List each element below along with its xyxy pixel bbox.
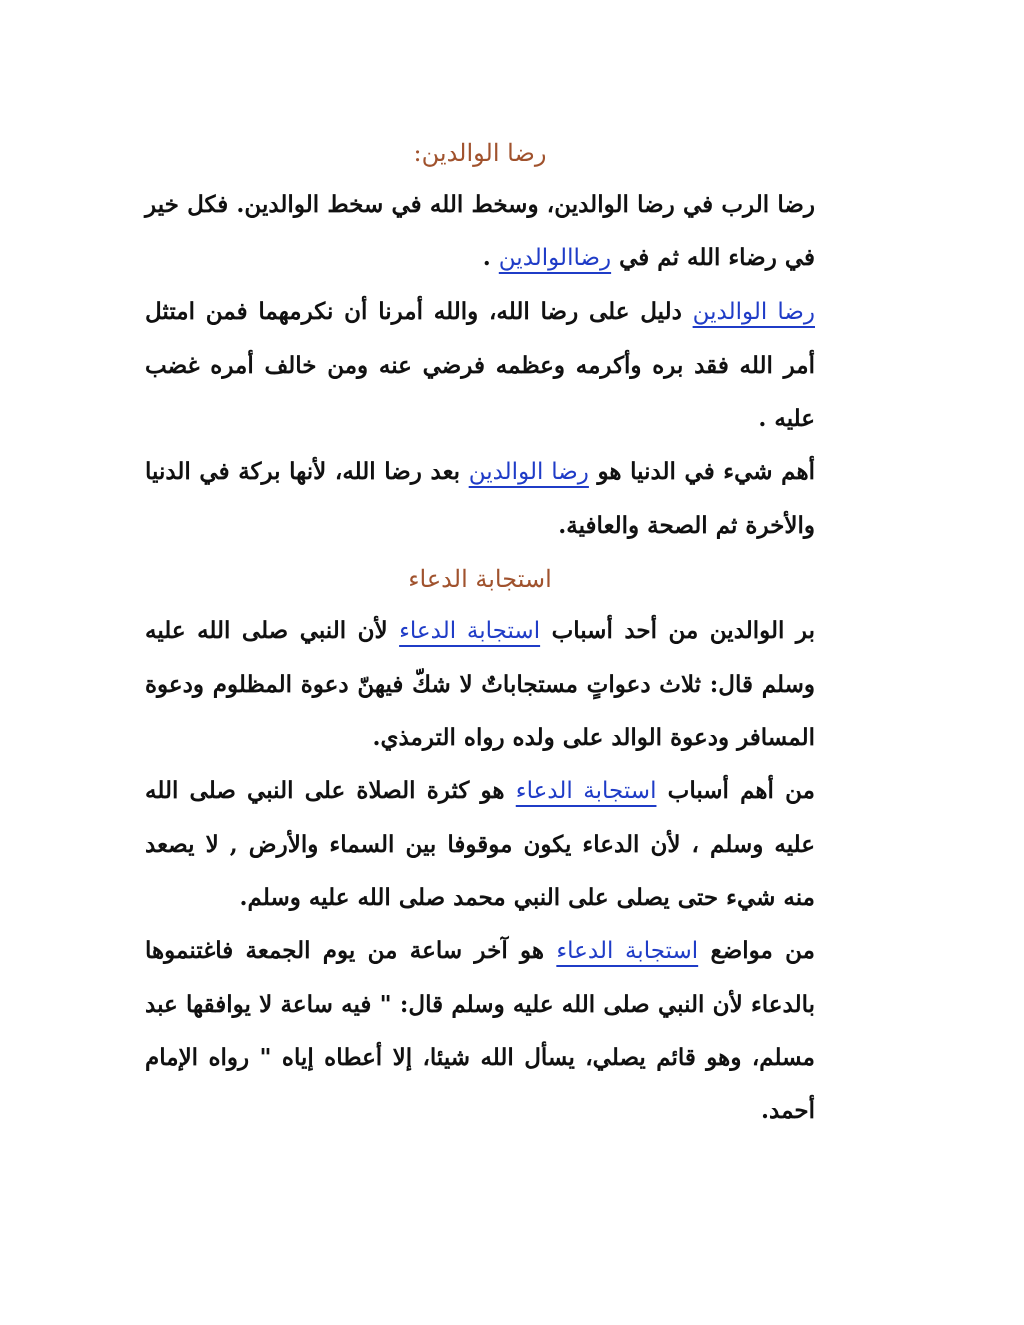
paragraph [145,764,815,924]
paragraph-text: دليل على رضا الله، والله أمرنا أن نكرمهما فمن امتثل أمر الله فقد بره وأكرمه وعظمه فرضي عنه ومن خالف أمره غضب عليه . [145,298,815,432]
paragraph-text: أهم شيء في الدنيا هو [588,458,815,485]
paragraph-text: هو كثرة الصلاة على النبي صلى الله عليه وسلم ، لأن الدعاء يكون موقوفا بين السماء والأرض , لا يصعد منه شيء حتى يصلى على النبي محمد صلى الله عليه وسلم. [145,777,815,911]
section-title-prayer-answer: استجابة الدعاء [408,565,552,593]
paragraph [145,178,815,285]
article-body [145,128,815,1137]
section-title-parents-satisfaction: رضا الوالدين: [413,139,547,167]
link-prayer-answer[interactable]: استجابة الدعاء [399,618,541,644]
paragraph-text: رضا الرب في رضا الوالدين، وسخط الله في سخط الوالدين. فكل خير في رضاء الله ثم في [145,191,815,271]
link-prayer-answer[interactable]: استجابة الدعاء [515,778,657,804]
paragraph [145,445,815,552]
paragraph-text: بعد رضا الله، لأنها بركة في الدنيا والأخرة ثم الصحة والعافية. [145,458,815,539]
paragraph [145,604,815,764]
link-parents-satisfaction[interactable]: رضا الوالدين [692,299,815,325]
paragraph-text: . [482,244,499,271]
link-parents-satisfaction[interactable]: رضا الوالدين [468,459,589,485]
paragraph-text: من أهم أسباب [656,777,815,804]
paragraph [145,924,815,1137]
paragraph-text: لأن النبي صلى الله عليه وسلم قال: ثلاث دعواتٍ مستجاباتٌ لا شكّ فيهنّ دعوة المظلوم ودعوة المسافر ودعوة الوالد على ولده رواه الترمذي. [145,617,815,751]
paragraph-text: من مواضع [698,937,815,964]
paragraph-text: بر الوالدين من أحد أسباب [540,617,816,644]
link-parents-satisfaction[interactable]: رضاالوالدين [498,245,612,271]
paragraph [145,285,815,445]
link-prayer-answer[interactable]: استجابة الدعاء [556,938,699,964]
paragraph-text: هو آخر ساعة من يوم الجمعة فاغتنموها بالدعاء لأن النبي صلى الله عليه وسلم قال: " فيه ساعة لا يوافقها عبد مسلم، وهو قائم يصلي، يسأل الله شيئا، إلا أعطاه إياه " رواه الإمام أحمد. [145,937,815,1124]
